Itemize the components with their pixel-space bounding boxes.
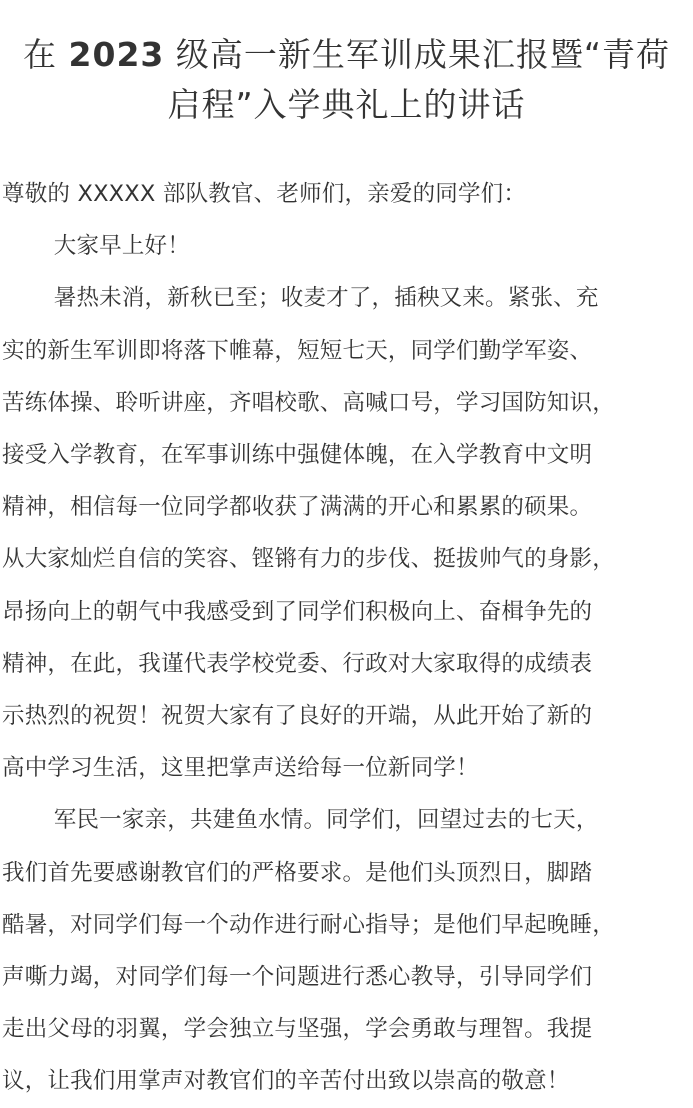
title-prefix: 在 <box>23 35 69 74</box>
document-body <box>0 168 693 1108</box>
paragraph-1 <box>2 272 693 794</box>
paragraph-2-line: 军民一家亲，共建鱼水情。同学们，回望过去的七天， <box>53 807 599 834</box>
paragraph-2-line: 走出父母的羽翼，学会独立与坚强，学会勇敢与理智。我提 <box>2 1016 593 1043</box>
paragraph-2 <box>2 794 693 1107</box>
title-line-2: 启程”入学典礼上的讲话 <box>167 85 526 124</box>
paragraph-1-line: 精神，相信每一位同学都收获了满满的开心和累累的硕果。 <box>2 494 593 521</box>
paragraph-1-line: 实的新生军训即将落下帷幕，短短七天，同学们勤学军姿、 <box>2 337 593 364</box>
paragraph-2-line: 我们首先要感谢教官们的严格要求。是他们头顶烈日，脚踏 <box>2 859 593 886</box>
salutation: 尊敬的 XXXXX 部队教官、老师们，亲爱的同学们： <box>2 181 527 207</box>
title-suffix: 级高一新生军训成果汇报暨“青荷 <box>164 35 670 74</box>
paragraph-1-line: 接受入学教育，在军事训练中强健体魄，在入学教育中文明 <box>2 442 593 469</box>
greeting: 大家早上好！ <box>53 233 190 260</box>
paragraph-1-line: 精神，在此，我谨代表学校党委、行政对大家取得的成绩表 <box>2 650 593 677</box>
paragraph-1-line: 高中学习生活，这里把掌声送给每一位新同学！ <box>2 755 479 782</box>
document-title <box>0 0 693 130</box>
paragraph-1-line: 昂扬向上的朝气中我感受到了同学们积极向上、奋楫争先的 <box>2 598 593 625</box>
paragraph-1-line: 暑热未消，新秋已至；收麦才了，插秧又来。紧张、充 <box>53 285 599 312</box>
paragraph-1-line: 从大家灿烂自信的笑容、铿锵有力的步伐、挺拔帅气的身影， <box>2 546 615 573</box>
title-year: 2023 <box>68 35 165 74</box>
paragraph-1-line: 示热烈的祝贺！祝贺大家有了良好的开端，从此开始了新的 <box>2 703 593 730</box>
paragraph-2-line: 酷暑，对同学们每一个动作进行耐心指导；是他们早起晚睡， <box>2 911 615 938</box>
paragraph-2-line: 声嘶力竭，对同学们每一个问题进行悉心教导，引导同学们 <box>2 964 593 991</box>
paragraph-2-line: 议，让我们用掌声对教官们的辛苦付出致以崇高的敬意！ <box>2 1068 570 1095</box>
paragraph-1-line: 苦练体操、聆听讲座，齐唱校歌、高喊口号，学习国防知识， <box>2 389 615 416</box>
title-line-1 <box>6 30 687 80</box>
